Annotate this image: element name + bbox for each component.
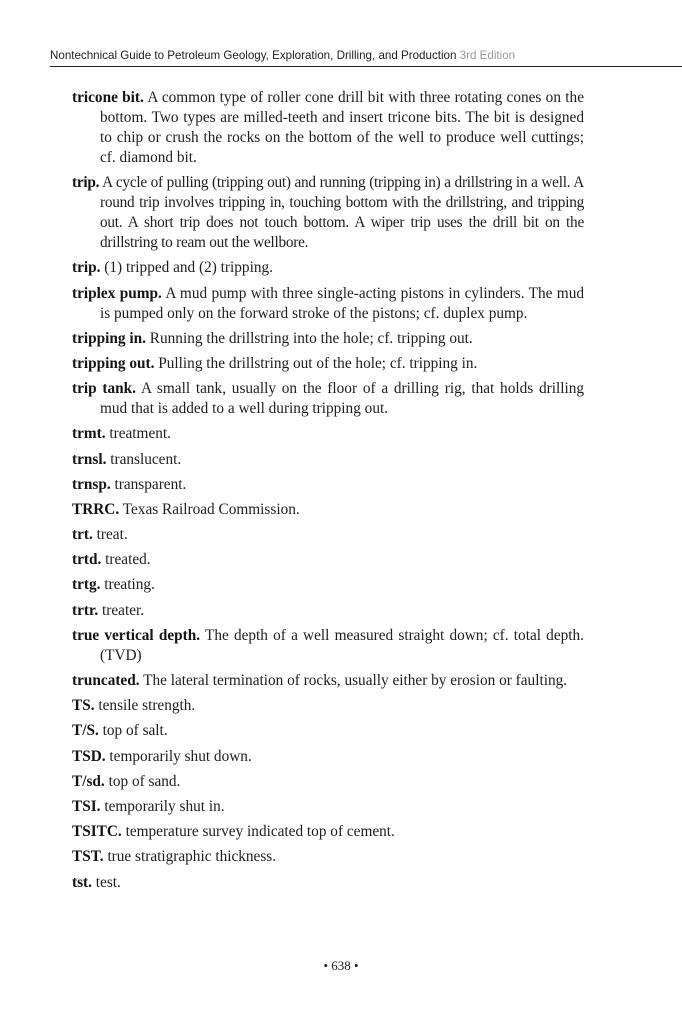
glossary-entry <box>72 525 584 545</box>
entry-definition: treatment. <box>109 425 171 443</box>
glossary-entry <box>72 847 584 867</box>
entry-term: tripping out. <box>72 354 155 372</box>
entry-definition: Pulling the drillstring out of the hole; cf. tripping in. <box>158 354 478 372</box>
glossary-entry <box>72 354 584 374</box>
entry-term: TS. <box>72 697 95 715</box>
glossary-entry <box>72 747 584 767</box>
entry-term: trip. <box>72 259 101 277</box>
entry-term: tst. <box>72 873 92 891</box>
entry-term: TSITC. <box>72 823 122 841</box>
entry-term: tripping in. <box>72 329 146 347</box>
entry-definition: treated. <box>105 551 151 569</box>
entry-definition: A mud pump with three single-acting pistons in cylinders. The mud is pumped only on the forward stroke of the pistons; cf. duplex pump. <box>100 284 584 322</box>
entry-term: trt. <box>72 526 93 544</box>
glossary-entry <box>72 284 584 324</box>
entry-term: true vertical depth. <box>72 626 201 644</box>
running-header <box>50 47 682 67</box>
glossary-entry <box>72 626 584 666</box>
glossary-entry <box>72 873 584 893</box>
entry-definition: test. <box>95 873 121 891</box>
glossary-entry <box>72 772 584 792</box>
entry-definition: A common type of roller cone drill bit with three rotating cones on the bottom. Two types are milled-teeth and insert tricone bits. The bit is designed to chip or crush the rocks on the bottom of the well to produce well cuttings; cf. diamond bit. <box>100 89 584 166</box>
entry-term: trnsp. <box>72 475 111 493</box>
glossary-entry <box>72 379 584 419</box>
entry-term: truncated. <box>72 672 140 689</box>
entry-definition: temporarily shut down. <box>109 747 252 765</box>
page-number: • 638 • <box>323 958 359 973</box>
entry-term: trtd. <box>72 551 102 569</box>
glossary-entry <box>72 797 584 817</box>
entry-definition: tensile strength. <box>98 697 196 715</box>
entry-definition: Running the drillstring into the hole; cf. tripping out. <box>149 329 473 347</box>
glossary-entry <box>72 721 584 741</box>
entry-term: trnsl. <box>72 450 107 468</box>
entry-definition: Texas Railroad Commission. <box>122 500 300 518</box>
entry-definition: top of sand. <box>108 772 181 790</box>
book-title: Nontechnical Guide to Petroleum Geology, Exploration, Drilling, and Production <box>50 49 457 62</box>
edition-label: 3rd Edition <box>459 49 516 62</box>
entry-definition: treater. <box>102 601 145 619</box>
glossary-entry <box>72 475 584 495</box>
glossary-entry <box>72 258 584 278</box>
entry-definition: top of salt. <box>102 722 168 740</box>
entry-term: trmt. <box>72 425 106 443</box>
glossary-entries <box>72 88 584 898</box>
entry-definition: treating. <box>104 576 155 594</box>
entry-term: triplex pump. <box>72 284 162 302</box>
entry-definition: A small tank, usually on the floor of a drilling rig, that holds drilling mud that is added to a well during tripping out. <box>100 380 585 418</box>
entry-definition: A cycle of pulling (tripping out) and running (tripping in) a drillstring in a well. A round trip involves tripping in, touching bottom with the drillstring, and tripping out. A short trip does not touch bottom. A wiper trip uses the drill bit on the drillstring to ream out the wellbore. <box>100 174 585 252</box>
glossary-entry <box>72 696 584 716</box>
entry-term: TSI. <box>72 797 101 815</box>
entry-definition: translucent. <box>110 450 182 468</box>
glossary-entry <box>72 500 584 520</box>
glossary-entry <box>72 671 584 691</box>
entry-term: TST. <box>72 848 104 866</box>
entry-term: trip tank. <box>72 380 137 398</box>
glossary-entry <box>72 575 584 595</box>
entry-term: T/sd. <box>72 772 105 790</box>
entry-definition: temporarily shut in. <box>104 797 225 815</box>
entry-definition: The lateral termination of rocks, usually either by erosion or faulting. <box>143 672 568 689</box>
entry-term: trtr. <box>72 601 99 619</box>
glossary-entry <box>72 329 584 349</box>
entry-term: trtg. <box>72 576 101 594</box>
entry-definition: transparent. <box>114 475 187 493</box>
glossary-entry <box>72 601 584 621</box>
glossary-entry <box>72 550 584 570</box>
entry-definition: true stratigraphic thickness. <box>107 848 277 866</box>
entry-term: trip. <box>72 174 100 192</box>
entry-term: TRRC. <box>72 500 120 518</box>
entry-definition: The depth of a well measured straight down; cf. total depth. (TVD) <box>100 626 584 664</box>
entry-term: tricone bit. <box>72 89 144 106</box>
entry-definition: temperature survey indicated top of cement. <box>125 823 395 841</box>
entry-definition: treat. <box>96 526 128 544</box>
entry-definition: (1) tripped and (2) tripping. <box>104 259 273 277</box>
glossary-entry <box>72 173 584 253</box>
glossary-entry <box>72 822 584 842</box>
glossary-entry <box>72 450 584 470</box>
glossary-entry <box>72 88 584 168</box>
entry-term: TSD. <box>72 747 106 765</box>
glossary-entry <box>72 424 584 444</box>
entry-term: T/S. <box>72 722 99 740</box>
